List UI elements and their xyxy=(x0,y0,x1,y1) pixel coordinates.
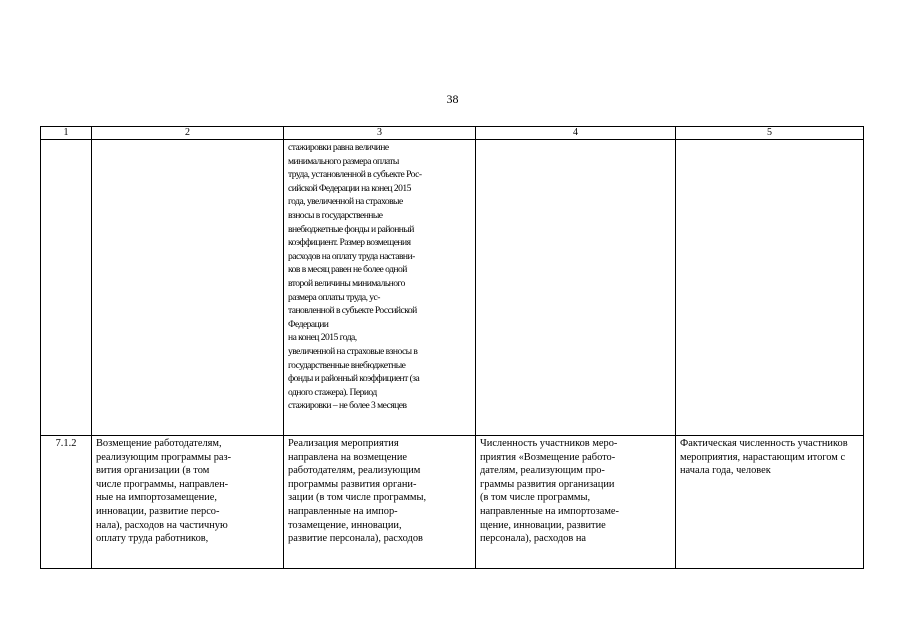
page-number: 38 xyxy=(446,92,459,106)
indicator-cell: Численность участников меро- приятия «Возмещение работо- дателям, реализующим про- граммы развития организации (в том числе программы, направленные на импортозаме- щение, инновации, развитие персонала), расходов на xyxy=(476,436,676,569)
column-number-3: 3 xyxy=(284,127,476,140)
column-number-5: 5 xyxy=(676,127,864,140)
table-header-row xyxy=(41,127,864,140)
unit-cell: Фактическая численность участников мероприятия, нарастающим итогом с начала года, человек xyxy=(676,436,864,569)
table-row xyxy=(41,436,864,569)
column-number-2: 2 xyxy=(92,127,284,140)
row-number-cell xyxy=(41,140,92,436)
column-number-4: 4 xyxy=(476,127,676,140)
indicator-cell xyxy=(476,140,676,436)
measure-description-cell: стажировки равна величине минимального размера оплаты труда, установленной в субъекте Рос- сийской Федерации на конец 2015 года, увеличенной на страховые взносы в государственные внебюджетные фонды и районный коэффициент. Размер возмещения расходов на оплату труда наставни- ков в месяц равен не более одной второй величины минимального размера оплаты труда, ус- тановленной в субъекте Российской Федерации на конец 2015 года, увеличенной на страховые взносы в государственные внебюджетные фонды и районный коэффициент (за одного стажера). Период стажировки – не более 3 месяцев xyxy=(284,140,476,436)
measure-name-cell: Возмещение работодателям, реализующим программы раз- вития организации (в том числе программы, направлен- ные на импортозамещение, инновации, развитие персо- нала), расходов на частичную оплату труда работников, xyxy=(92,436,284,569)
measures-table xyxy=(40,126,864,569)
row-number-cell: 7.1.2 xyxy=(41,436,92,569)
measure-description-cell: Реализация мероприятия направлена на возмещение работодателям, реализующим программы развития органи- зации (в том числе программы, направленные на импор- тозамещение, инновации, развитие персонала), расходов xyxy=(284,436,476,569)
unit-cell xyxy=(676,140,864,436)
column-number-1: 1 xyxy=(41,127,92,140)
table-row xyxy=(41,140,864,436)
measure-name-cell xyxy=(92,140,284,436)
